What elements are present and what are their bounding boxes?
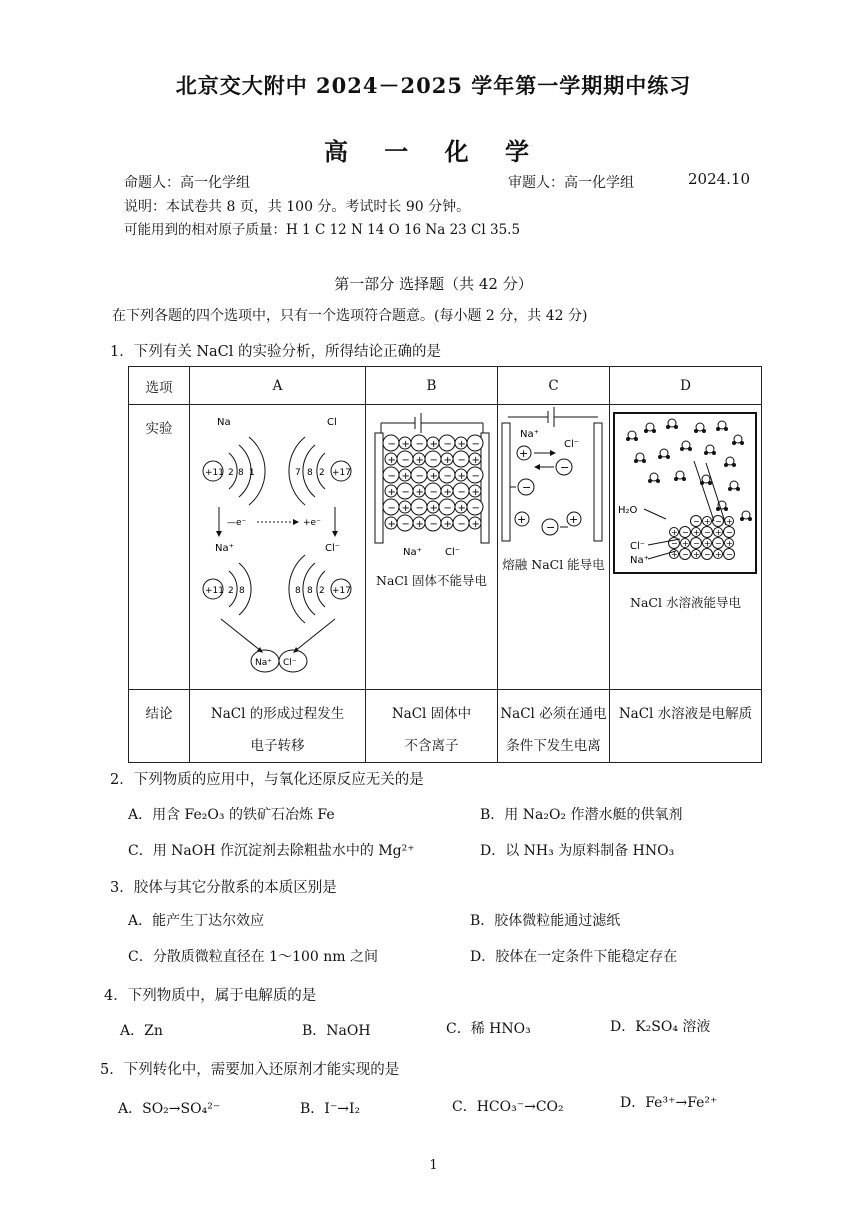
- crystal-cl-ion: [680, 549, 691, 560]
- subject-title: 高 一 化 学: [323, 137, 544, 166]
- water-molecule: [626, 431, 638, 441]
- caption-b: NaCl 固体不能导电: [376, 573, 487, 588]
- column-a-header: A: [190, 367, 366, 405]
- na-ion: [399, 437, 411, 450]
- electron-transfer-diagram: [191, 405, 365, 685]
- cl-ion-nucleus-label: +17: [331, 586, 351, 596]
- na-ion: [385, 517, 397, 530]
- row-label-experiment: 实验: [145, 421, 173, 437]
- cl-ion: [425, 515, 441, 531]
- column-d-header: D: [609, 367, 761, 405]
- svg-text:+: +: [415, 487, 424, 498]
- svg-text:+: +: [443, 519, 452, 530]
- crystal-na-ion: [703, 539, 712, 549]
- svg-text:−: −: [671, 539, 679, 548]
- question-5-stem: 5．下列转化中，需要加入还原剂才能实现的是: [100, 1062, 400, 1078]
- na-shell-2: 8: [237, 468, 244, 478]
- svg-text:−: −: [429, 519, 438, 530]
- svg-text:+: +: [443, 455, 452, 466]
- svg-text:−: −: [560, 461, 570, 474]
- svg-text:−: −: [457, 487, 466, 498]
- na-ion: [441, 453, 453, 466]
- crystal-na-ion: [681, 539, 690, 549]
- nacl-solution-diagram: [610, 405, 760, 581]
- svg-text:+: +: [704, 539, 712, 548]
- water-molecule: [716, 421, 728, 431]
- c-na-label: Na⁺: [520, 429, 540, 440]
- svg-text:+: +: [517, 513, 527, 526]
- question-3-option-a[interactable]: A．能产生丁达尔效应: [128, 913, 265, 929]
- question-3-option-c[interactable]: C．分散质微粒直径在 1～100 nm 之间: [128, 949, 378, 965]
- na-ion: [385, 485, 397, 498]
- na-ion-label: Na⁺: [214, 543, 234, 554]
- exam-note: 说明：本试卷共 8 页，共 100 分。考试时长 90 分钟。: [124, 199, 471, 215]
- water-molecule: [704, 445, 716, 455]
- svg-text:+: +: [569, 513, 579, 526]
- section-title: 第一部分 选择题（共 42 分）: [334, 275, 533, 293]
- svg-text:−: −: [522, 481, 532, 494]
- row-label-option: 选项: [129, 367, 190, 405]
- water-molecules: [626, 419, 752, 521]
- left-electrode: [375, 433, 383, 543]
- cl-ion: [383, 435, 399, 451]
- d-h2o-label: H₂O: [618, 505, 638, 516]
- crystal-cl-ion: [702, 527, 713, 538]
- cl-ion: [411, 467, 427, 483]
- question-2-option-a[interactable]: A．用含 Fe₂O₃ 的铁矿石冶炼 Fe: [128, 807, 335, 823]
- svg-text:−: −: [704, 528, 712, 537]
- water-molecule: [648, 473, 660, 483]
- d-cl-label: Cl⁻: [630, 541, 646, 552]
- water-molecule: [680, 441, 692, 451]
- crystal-cl-ion: [713, 516, 724, 527]
- na-shell-3: 1: [248, 468, 255, 478]
- na-nucleus-label: +11: [204, 468, 224, 478]
- cl-ion: [439, 435, 455, 451]
- svg-text:−: −: [387, 503, 396, 514]
- svg-text:−: −: [429, 487, 438, 498]
- svg-text:+: +: [457, 439, 466, 450]
- svg-text:−: −: [471, 471, 480, 482]
- na-ion-shell-2: 8: [238, 586, 245, 596]
- crystal-na-ion: [670, 528, 679, 538]
- experiment-b: [366, 405, 498, 690]
- exam-title: 北京交大附中 2024－2025 学年第一学期期中练习: [175, 73, 692, 98]
- na-ion: [399, 501, 411, 514]
- molten-nacl-diagram: [498, 405, 608, 545]
- experiment-d: [609, 405, 761, 690]
- question-3-stem: 3．胶体与其它分散系的本质区别是: [110, 880, 337, 896]
- cl-ion: [453, 515, 469, 531]
- na-ion: [455, 437, 467, 450]
- author: 命题人：高一化学组: [124, 175, 250, 191]
- water-molecule: [740, 511, 752, 521]
- question-2-option-b[interactable]: B．用 Na₂O₂ 作潜水艇的供氧剂: [480, 807, 683, 823]
- gain-electron-label: +e⁻: [302, 518, 321, 528]
- svg-text:−: −: [726, 528, 734, 537]
- reviewer: 审题人：高一化学组: [508, 175, 634, 191]
- svg-text:+: +: [671, 550, 679, 559]
- cl-nucleus-label: +17: [331, 468, 351, 478]
- crystal-na-ion: [703, 517, 712, 527]
- crystal-cl-ion: [724, 527, 735, 538]
- svg-text:+: +: [715, 528, 723, 537]
- svg-text:+: +: [457, 471, 466, 482]
- svg-text:+: +: [519, 447, 529, 460]
- water-molecule: [716, 501, 728, 511]
- question-4-option-d[interactable]: D．K₂SO₄ 溶液: [610, 1019, 711, 1035]
- c-cl-label: Cl⁻: [564, 439, 580, 450]
- svg-text:+: +: [471, 455, 480, 466]
- na-ion: [385, 453, 397, 466]
- svg-text:+: +: [715, 550, 723, 559]
- svg-text:−: −: [471, 503, 480, 514]
- na-ion: [455, 469, 467, 482]
- cl-ion-label: Cl⁻: [324, 543, 340, 554]
- svg-text:−: −: [693, 539, 701, 548]
- svg-text:−: −: [693, 517, 701, 526]
- water-molecule: [732, 435, 744, 445]
- conclusion-d: NaCl 水溶液是电解质: [618, 706, 753, 722]
- svg-text:−: −: [415, 471, 424, 482]
- b-na-label: Na⁺: [402, 547, 422, 555]
- svg-text:−: −: [401, 455, 410, 466]
- svg-text:−: −: [715, 539, 723, 548]
- cl-ion-shell-3: 2: [318, 586, 325, 596]
- question-3-option-b[interactable]: B．胶体微粒能通过滤纸: [470, 913, 621, 929]
- cl-ion: [439, 499, 455, 515]
- svg-text:+: +: [429, 439, 438, 450]
- svg-text:+: +: [726, 517, 734, 526]
- crystal-cl-ion: [691, 538, 702, 549]
- cl-ion: [439, 467, 455, 483]
- question-2-stem: 2．下列物质的应用中，与氧化还原反应无关的是: [110, 772, 424, 788]
- na-atom-label: Na: [216, 417, 231, 428]
- cl-shell-1: 7: [294, 468, 301, 478]
- question-2-option-c[interactable]: C．用 NaOH 作沉淀剂去除粗盐水中的 Mg²⁺: [128, 843, 415, 859]
- na-ion: [455, 501, 467, 514]
- atomic-masses: 可能用到的相对原子质量：H 1 C 12 N 14 O 16 Na 23 Cl 35.5: [124, 222, 521, 238]
- question-2-option-d[interactable]: D．以 NH₃ 为原料制备 HNO₃: [480, 843, 675, 859]
- d-na-label: Na⁺: [630, 555, 650, 566]
- lose-electron-label: —e⁻: [226, 518, 246, 528]
- column-b-header: B: [366, 367, 498, 405]
- c-left-electrode: [502, 423, 510, 541]
- svg-text:−: −: [401, 487, 410, 498]
- cl-ion: [383, 499, 399, 515]
- na-ion: [427, 501, 439, 514]
- water-molecule: [674, 471, 686, 481]
- conclusion-b: NaCl 固体中 不含离子: [391, 706, 472, 754]
- water-molecule: [724, 457, 736, 467]
- svg-text:+: +: [471, 519, 480, 530]
- svg-text:−: −: [387, 471, 396, 482]
- na-ion: [399, 469, 411, 482]
- c-right-electrode: [594, 423, 602, 541]
- svg-text:+: +: [457, 503, 466, 514]
- cl-ion: [453, 451, 469, 467]
- svg-text:−: −: [457, 519, 466, 530]
- water-molecule: [644, 423, 656, 433]
- crystal-cl-ion: [691, 516, 702, 527]
- cl-ion: [453, 483, 469, 499]
- question-1-stem: 1．下列有关 NaCl 的实验分析，所得结论正确的是: [110, 344, 442, 360]
- svg-text:+: +: [443, 487, 452, 498]
- question-5-option-c[interactable]: C．HCO₃⁻→CO₂: [452, 1099, 564, 1115]
- svg-text:+: +: [693, 528, 701, 537]
- svg-text:+: +: [387, 455, 396, 466]
- na-ion: [469, 453, 481, 466]
- question-4-option-b[interactable]: B．NaOH: [302, 1023, 371, 1039]
- svg-text:−: −: [387, 439, 396, 450]
- solid-nacl-lattice-diagram: [367, 405, 497, 555]
- crystal-na-ion: [692, 550, 701, 560]
- na-ion-nucleus-label: +11: [204, 586, 224, 596]
- na-ion: [413, 485, 425, 498]
- crystal-cl-ion: [680, 527, 691, 538]
- svg-text:−: −: [401, 519, 410, 530]
- svg-text:−: −: [415, 503, 424, 514]
- pair-na-label: Na⁺: [254, 658, 272, 668]
- svg-text:+: +: [401, 503, 410, 514]
- ion-lattice: [383, 435, 483, 531]
- cl-atom-label: Cl: [326, 417, 337, 428]
- crystal-na-ion: [714, 550, 723, 560]
- svg-text:+: +: [682, 539, 690, 548]
- question-1-table: [128, 366, 762, 763]
- na-ion: [441, 517, 453, 530]
- na-ion: [413, 517, 425, 530]
- cl-shell-3: 2: [318, 468, 325, 478]
- na-shell-1: 2: [227, 468, 234, 478]
- right-electrode: [481, 433, 489, 543]
- cl-ion: [397, 451, 413, 467]
- svg-text:+: +: [401, 439, 410, 450]
- svg-text:+: +: [387, 487, 396, 498]
- experiment-a: [190, 405, 366, 690]
- cl-ion: [397, 483, 413, 499]
- cl-ion: [411, 499, 427, 515]
- conclusion-a: NaCl 的形成过程发生 电子转移: [210, 706, 345, 754]
- water-molecule: [728, 481, 740, 491]
- row-label-conclusion: 结论: [145, 706, 173, 722]
- svg-text:+: +: [471, 487, 480, 498]
- cl-ion: [411, 435, 427, 451]
- pair-cl-label: Cl⁻: [282, 658, 297, 668]
- svg-text:−: −: [457, 455, 466, 466]
- svg-text:−: −: [726, 550, 734, 559]
- svg-text:−: −: [546, 521, 556, 534]
- date: 2024.10: [688, 170, 751, 188]
- na-ion-shell-1: 2: [227, 586, 234, 596]
- question-5-option-a[interactable]: A．SO₂→SO₄²⁻: [118, 1101, 221, 1117]
- svg-text:−: −: [443, 471, 452, 482]
- svg-text:−: −: [704, 550, 712, 559]
- cl-ion: [425, 451, 441, 467]
- svg-text:−: −: [471, 439, 480, 450]
- cl-ion: [467, 499, 483, 515]
- question-4-stem: 4．下列物质中，属于电解质的是: [104, 988, 317, 1004]
- na-ion: [469, 485, 481, 498]
- section-instruction: 在下列各题的四个选项中，只有一个选项符合题意。(每小题 2 分，共 42 分): [112, 308, 588, 324]
- question-5-option-d[interactable]: D．Fe³⁺→Fe²⁺: [620, 1095, 718, 1111]
- svg-text:−: −: [682, 550, 690, 559]
- na-ion: [427, 469, 439, 482]
- na-ion: [441, 485, 453, 498]
- svg-text:+: +: [693, 550, 701, 559]
- cl-ion: [467, 467, 483, 483]
- crystal-cl-ion: [724, 549, 735, 560]
- crystal-na-ion: [670, 550, 679, 560]
- svg-text:−: −: [443, 503, 452, 514]
- svg-text:−: −: [415, 439, 424, 450]
- svg-text:−: −: [682, 528, 690, 537]
- svg-text:+: +: [415, 455, 424, 466]
- conclusion-c: NaCl 必须在通电 条件下发生电离: [500, 706, 607, 754]
- water-molecule: [658, 449, 670, 459]
- crystal-na-ion: [714, 528, 723, 538]
- water-molecule: [634, 453, 646, 463]
- cl-ion: [467, 435, 483, 451]
- svg-text:+: +: [671, 528, 679, 537]
- svg-text:−: −: [429, 455, 438, 466]
- na-ion: [469, 517, 481, 530]
- na-ion: [413, 453, 425, 466]
- cl-ion: [425, 483, 441, 499]
- crystal-na-ion: [725, 539, 734, 549]
- question-5-option-b[interactable]: B．I⁻→I₂: [300, 1101, 361, 1117]
- svg-text:+: +: [726, 539, 734, 548]
- water-molecule: [694, 423, 706, 433]
- water-molecule: [666, 419, 678, 429]
- cl-ion: [383, 467, 399, 483]
- b-cl-label: Cl⁻: [444, 547, 460, 555]
- crystal-na-ion: [692, 528, 701, 538]
- caption-d: NaCl 水溶液能导电: [630, 595, 741, 610]
- svg-text:−: −: [443, 439, 452, 450]
- question-3-option-d[interactable]: D．胶体在一定条件下能稳定存在: [470, 949, 678, 965]
- caption-c: 熔融 NaCl 能导电: [502, 557, 605, 572]
- svg-text:+: +: [704, 517, 712, 526]
- cl-shell-2: 8: [306, 468, 313, 478]
- cl-ion-shell-1: 8: [294, 586, 301, 596]
- cl-ion: [397, 515, 413, 531]
- svg-text:+: +: [429, 503, 438, 514]
- crystal-cl-ion: [713, 538, 724, 549]
- svg-text:+: +: [415, 519, 424, 530]
- question-4-option-a[interactable]: A．Zn: [120, 1023, 163, 1039]
- cl-ion-shell-2: 8: [306, 586, 313, 596]
- crystal-cl-ion: [702, 549, 713, 560]
- na-ion: [427, 437, 439, 450]
- question-4-option-c[interactable]: C．稀 HNO₃: [446, 1021, 531, 1037]
- experiment-c: [498, 405, 610, 690]
- svg-text:+: +: [401, 471, 410, 482]
- svg-text:+: +: [387, 519, 396, 530]
- page-number: 1: [429, 1158, 438, 1173]
- svg-text:+: +: [429, 471, 438, 482]
- svg-text:−: −: [715, 517, 723, 526]
- column-c-header: C: [498, 367, 610, 405]
